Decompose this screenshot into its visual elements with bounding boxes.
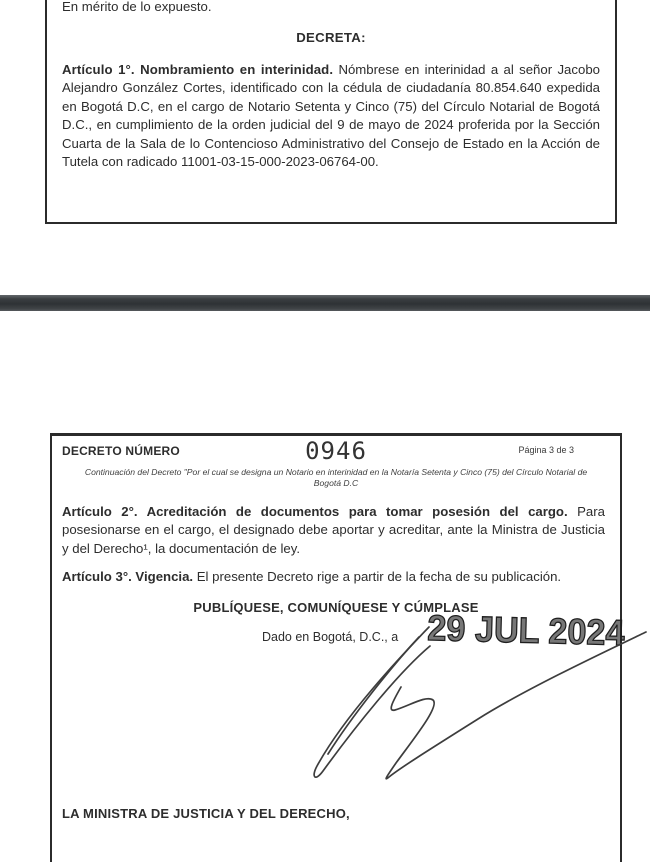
- issued-line: Dado en Bogotá, D.C., a: [262, 630, 399, 644]
- article3-body: El presente Decreto rige a partir de la fecha de su publicación.: [193, 569, 562, 584]
- decreta-heading: DECRETA:: [296, 30, 366, 45]
- decreto-number-stamp: 0946: [305, 437, 367, 465]
- article3-title: Artículo 3°. Vigencia.: [62, 569, 194, 584]
- article3-paragraph: [62, 568, 605, 586]
- article1-title: Artículo 1°. Nombramiento en interinidad.: [62, 62, 334, 77]
- page1-fragment: [45, 0, 617, 224]
- minister-signature-block: LA MINISTRA DE JUSTICIA Y DEL DERECHO,: [62, 806, 350, 821]
- article1-body: Nómbrese en interinidad a al señor Jacobo Alejandro González Cortes, identificado con la cédula de ciudadanía 80.854.640 expedida en Bogotá D.C, en el cargo de Notario Setenta y Cinco (75) del Círculo Notarial de Bogotá D.C., en cumplimiento de la orden judicial del 9 de mayo de 2024 proferida por la Sección Cuarta de la Sala de lo Contencioso Administrativo del Consejo de Estado en la Acción de Tutela con radicado 11001-03-15-000-2023-06764-00.: [62, 62, 600, 170]
- date-stamp: 29 JUL 2024: [426, 607, 626, 654]
- decreto-number-label: DECRETO NÚMERO: [62, 444, 180, 458]
- article1-paragraph: [62, 61, 600, 171]
- article2-title: Artículo 2°. Acreditación de documentos para tomar posesión del cargo.: [62, 504, 568, 519]
- article2-body: Para posesionarse en el cargo, el designado debe aportar y acreditar, ante la Ministra de Justicia y del Derecho¹, la documentación de ley.: [62, 504, 605, 556]
- page-indicator: Página 3 de 3: [518, 445, 574, 455]
- divider-band: [0, 295, 650, 311]
- continuation-note: Continuación del Decreto "Por el cual se designa un Notario en interinidad en la Notaría Setenta y Cinco (75) del Círculo Notarial de Bogotá D.C: [84, 467, 588, 488]
- publish-heading: PUBLÍQUESE, COMUNÍQUESE Y CÚMPLASE: [193, 600, 479, 615]
- page2-fragment: [50, 433, 626, 862]
- article2-paragraph: [62, 503, 605, 558]
- intro-line: En mérito de lo expuesto.: [62, 0, 212, 14]
